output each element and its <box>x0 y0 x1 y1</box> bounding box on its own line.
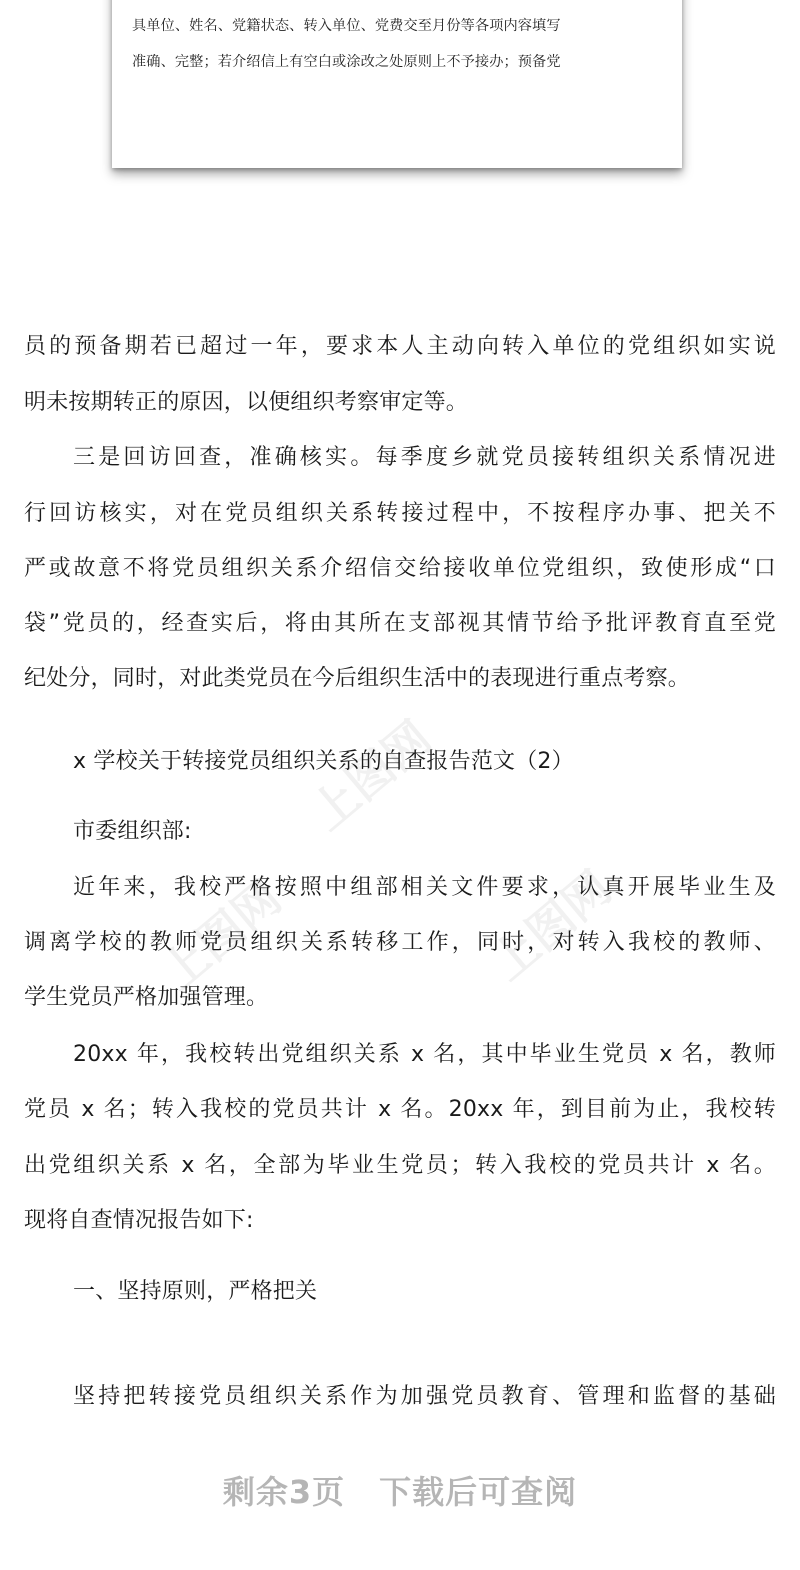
heading-line: 一、坚持原则，严格把关 <box>73 1279 318 1304</box>
paragraph-line: 袋”党员的，经查实后，将由其所在支部视其情节给予批评教育直至党 <box>24 611 776 636</box>
paragraph-line: 行回访核实，对在党员组织关系转接过程中，不按程序办事、把关不 <box>24 501 776 526</box>
download-prompt[interactable] <box>0 1467 800 1513</box>
watermark: 上图网 <box>480 860 622 991</box>
card-line: 准确、完整；若介绍信上有空白或涂改之处原则上不予接办；预备党 <box>132 54 561 70</box>
card-line: 具单位、姓名、党籍状态、转入单位、党费交至月份等各项内容填写 <box>132 18 561 34</box>
paragraph-line: 调离学校的教师党员组织关系转移工作，同时，对转入我校的教师、 <box>24 930 776 955</box>
paragraph-line: 党员 x 名；转入我校的党员共计 x 名。20xx 年，到目前为止，我校转 <box>24 1097 776 1122</box>
paragraph-line: 20xx 年，我校转出党组织关系 x 名，其中毕业生党员 x 名，教师 <box>73 1042 776 1067</box>
salutation: 市委组织部: <box>73 819 192 844</box>
paragraph-line: 近年来，我校严格按照中组部相关文件要求，认真开展毕业生及 <box>73 875 776 900</box>
paragraph-line: 明未按期转正的原因，以便组织考察审定等。 <box>24 390 469 415</box>
paragraph-line: 出党组织关系 x 名，全部为毕业生党员；转入我校的党员共计 x 名。 <box>24 1153 776 1178</box>
watermark: 上图网 <box>300 710 442 841</box>
watermark: 上图网 <box>150 870 292 1001</box>
paragraph-line: 纪处分，同时，对此类党员在今后组织生活中的表现进行重点考察。 <box>24 666 691 691</box>
remaining-pages-text: 剩余3页 <box>222 1473 346 1511</box>
download-hint-text: 下载后可查阅 <box>379 1473 578 1511</box>
section-title: x 学校关于转接党员组织关系的自查报告范文（2） <box>73 749 574 774</box>
document-body <box>24 0 776 1570</box>
paragraph-line: 现将自查情况报告如下: <box>24 1208 254 1233</box>
paragraph-line: 学生党员严格加强管理。 <box>24 985 269 1010</box>
paragraph-line: 坚持把转接党员组织关系作为加强党员教育、管理和监督的基础 <box>73 1384 776 1409</box>
paragraph-line: 三是回访回查，准确核实。每季度乡就党员接转组织关系情况进 <box>73 445 776 470</box>
paragraph-line: 严或故意不将党员组织关系介绍信交给接收单位党组织，致使形成“口 <box>24 556 776 581</box>
paragraph-line: 员的预备期若已超过一年，要求本人主动向转入单位的党组织如实说 <box>24 334 776 359</box>
